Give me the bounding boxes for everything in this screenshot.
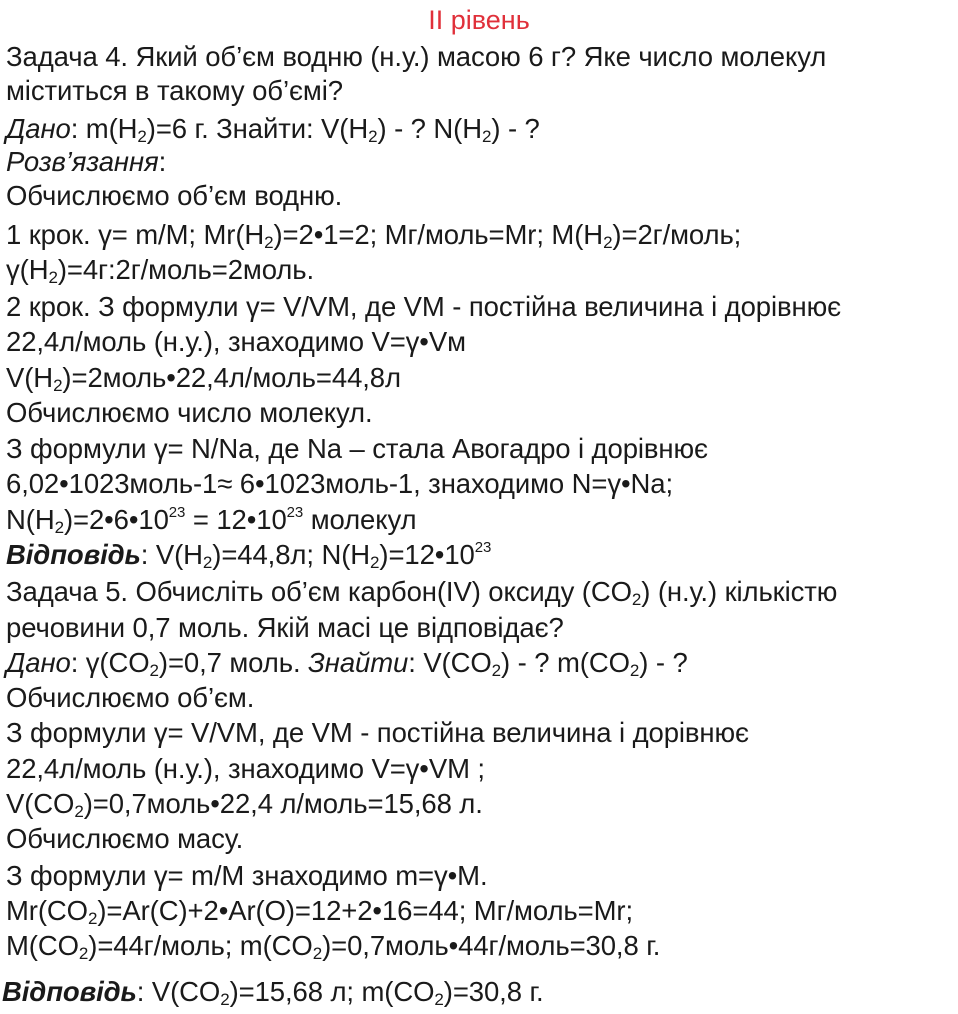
task5-mass-line1: З формули γ= m/M знаходимо m=γ•M. (6, 860, 488, 891)
task4-step3-line1: З формули γ= N/Na, де Na – стала Авогадро і дорівнює (6, 433, 708, 464)
task4-calc-molecules: Обчислюємо число молекул. (6, 397, 373, 428)
answer-label: Відповідь (6, 539, 141, 570)
task4-given-line: Дано: $m(H_2)=6$ г. Знайти: $V(H_2)$ - ? $N(H_2)$ - ? (6, 113, 540, 146)
task4-solution-label: Розв’язання: (6, 146, 167, 177)
task4-step3-line2: 6,02•1023моль-1≈ 6•1023моль-1, знаходимо N=γ•Na; (6, 468, 674, 499)
task4-calc-volume: Обчислюємо об’єм водню. (6, 180, 343, 211)
task5-statement-line1: Задача 5. Обчисліть об’єм карбон(IV) оксиду $(CO_2)$ (н.у.) кількістю (6, 576, 838, 609)
task4-step2-line3: $V(H_2)=2моль•22,4л/моль=44,8л$ (6, 362, 401, 395)
task5-formula-line2: 22,4л/моль (н.у.), знаходимо V=γ•VM ; (6, 753, 485, 784)
task4-step3-line3: $N(H_2)=2•6•10^{23}$ = $12•10^{23}$ молекул (6, 504, 417, 537)
task5-formula-line3: $V(CO_2)=0,7моль•22,4$ л/моль=15,68 л. (6, 788, 483, 821)
task4-statement-line2: міститься в такому об’ємі? (6, 75, 343, 106)
task5-calc-mass: Обчислюємо масу. (6, 823, 244, 854)
task4-step2-line1: 2 крок. З формули γ= V/VM, де VM - постійна величина і дорівнює (6, 291, 842, 322)
level-heading: II рівень (428, 5, 530, 35)
task5-mass-line2: $Mr(CO_2)=Ar(C)+2•Ar(O)=12+2•16=44$; Mг/моль=Mr; (6, 895, 633, 928)
task4-answer: Відповідь: $V(H_2)=44,8л$; $N(H_2)=12•10^{23}$ (6, 539, 492, 572)
task5-given-line: Дано: $\gamma(CO_2)=0,7$ моль. Знайти: $V(CO_2)$ - ? $m(CO_2)$ - ? (6, 647, 688, 680)
task5-formula-line1: З формули γ= V/VM, де VM - постійна величина і дорівнює (6, 717, 749, 748)
task5-answer: Відповідь: $V(CO_2)=15,68$ л; $m(CO_2)=30,8$ г. (2, 976, 544, 1009)
task5-calc-volume: Обчислюємо об’єм. (6, 682, 255, 713)
given-label: Дано (6, 113, 71, 144)
task4-step1-line2: $\gamma(H_2)=4г:2г/моль=2моль$. (6, 254, 315, 287)
task4-statement-line1: Задача 4. Який об’єм водню (н.у.) масою 6 г? Яке число молекул (6, 41, 827, 72)
task5-statement-line2: речовини 0,7 моль. Якій масі це відповідає? (6, 612, 564, 643)
task4-step2-line2: 22,4л/моль (н.у.), знаходимо V=γ•Vм (6, 326, 466, 357)
task5-mass-line3: $M(CO_2)=44г$/моль; $m(CO_2)=0,7моль•44г/моль=30,8$ г. (6, 930, 661, 963)
task4-step1-line1: 1 крок. γ= m/M; $Mr(H_2)=2•1=2$; Mг/моль=Mr; $M(H_2)=2г$/моль; (6, 219, 742, 252)
